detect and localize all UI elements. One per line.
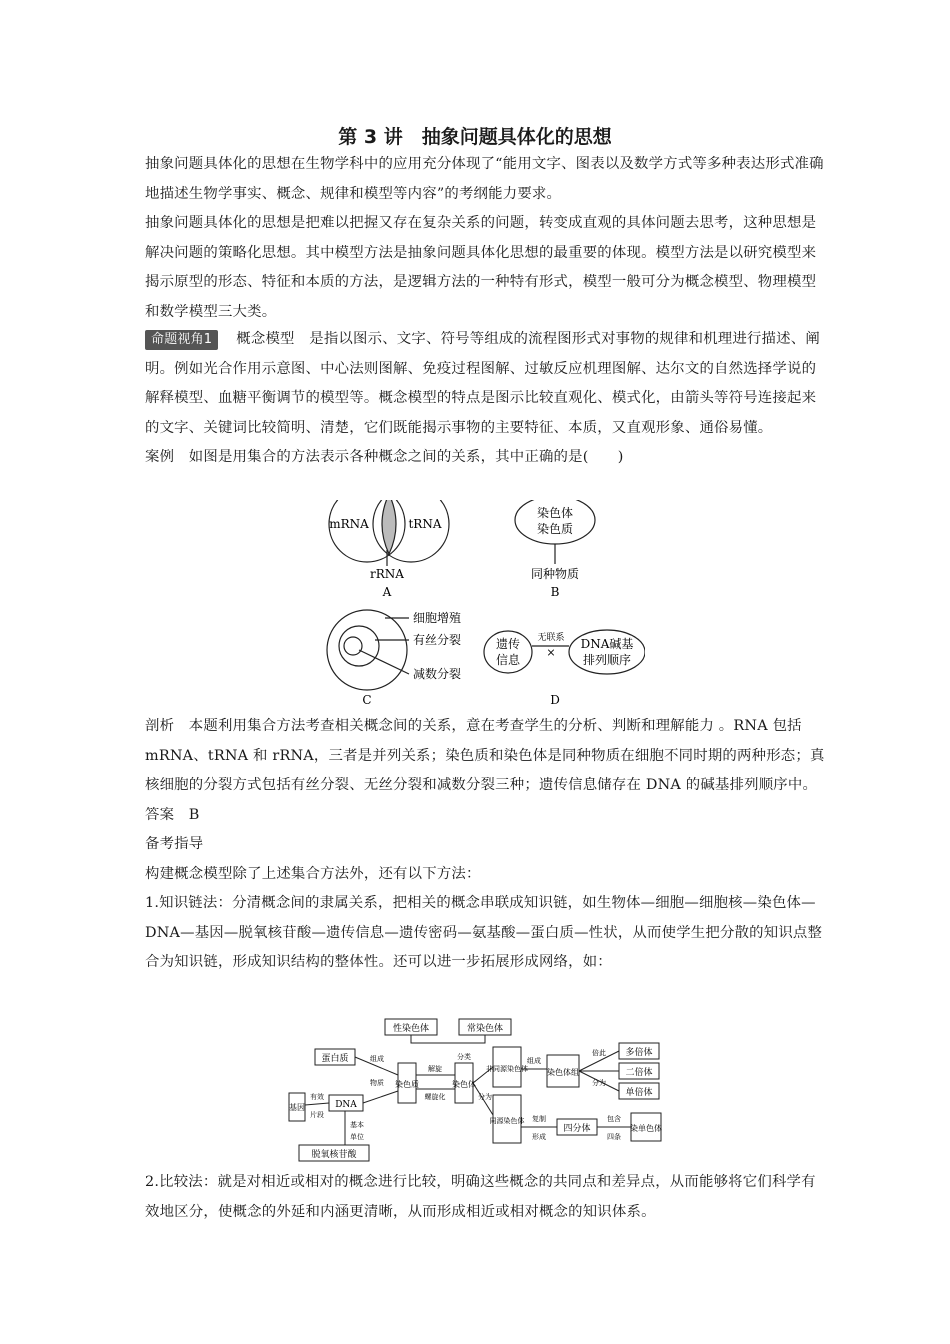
unwind-label: 解旋 [428, 1065, 442, 1073]
sex-auto-connector [411, 1035, 485, 1043]
analysis-block [145, 712, 825, 978]
intro-paragraph-2: 抽象问题具体化的思想是把难以把握又存在复杂关系的问题，转变成直观的具体问题去思考，这种思想是解决问题的策略化思想。其中模型方法是抽象问题具体化思想的最重要的体现。模型方法是以研究模型来揭示原型的形态、特征和本质的方法，是逻辑方法的一种特有形式，模型一般可分为概念模型、物理模型和数学模型三大类。 [145, 215, 817, 320]
contain-label: 包含 [607, 1115, 621, 1123]
four-strands-label: 四条 [607, 1133, 621, 1141]
compose-label-2: 组成 [527, 1057, 541, 1065]
homologous-label: 同源染色体 [489, 1117, 525, 1125]
compose-label: 组成 [370, 1055, 384, 1063]
label-b: B [550, 585, 560, 599]
chromatid-label: 染单色体 [630, 1124, 662, 1133]
gene-arrow [305, 1103, 329, 1105]
case-question: 案例 如图是用集合的方法表示各种概念之间的关系，其中正确的是( ) [145, 449, 624, 465]
nonhomologous-label: 非同源染色体 [486, 1065, 528, 1073]
diploid-label: 二倍体 [625, 1068, 653, 1078]
cross-mark: × [546, 646, 556, 659]
dna-arrow [363, 1091, 398, 1103]
chromatin-label: 染色质 [395, 1080, 419, 1089]
guide-intro: 构建概念模型除了上述集合方法外，还有以下方法： [145, 865, 481, 882]
analysis-text: 剖析 本题利用集合方法考查相关概念间的关系，意在考查学生的分析、判断和理解能力 。RNA 包括 mRNA、tRNA 和 rRNA，三者是并列关系；染色质和染色体是同种物质在细胞不同时期的两种形态；真核细胞的分裂方式包括有丝分裂、无丝分裂和减数分裂三种；遗传信息储存在 DNA 的碱基排列顺序中。 [145, 718, 825, 793]
chromosome-label: 染色体 [536, 506, 574, 520]
guide-title: 备考指导 [145, 836, 204, 852]
knowledge-network-figure [285, 1015, 680, 1165]
meiosis-label: 减数分裂 [413, 667, 462, 681]
intro-paragraph-1: 抽象问题具体化的思想在生物学科中的应用充分体现了“能用文字、图表以及数学方式等多种表达形式准确地描述生物学事实、概念、规律和模型等内容”的考纲能力要求。 [145, 156, 824, 202]
method-2-text: 2.比较法：就是对相近或相对的概念进行比较，明确这些概念的共同点和差异点，从而能够将它们科学有效地区分，使概念的外延和内涵更清晰，从而形成相近或相对概念的知识体系。 [145, 1174, 816, 1220]
classify-label: 分类 [457, 1053, 471, 1061]
section-paragraph [145, 325, 825, 443]
proliferation-label: 细胞增殖 [413, 611, 462, 625]
meiosis-circle [344, 637, 362, 655]
chromosome-label: 染色体 [452, 1080, 476, 1089]
genome-label: 染色体组 [547, 1068, 579, 1077]
replicate-label: 复制 [532, 1115, 546, 1123]
divide-label: 分为 [592, 1079, 606, 1087]
form-label: 形成 [532, 1133, 546, 1141]
basic-label: 基本 [350, 1121, 364, 1129]
label-a: A [382, 585, 392, 599]
page-title: 第 3 讲 抽象问题具体化的思想 [338, 126, 612, 148]
section-badge: 命题视角1 [145, 330, 218, 350]
divide-label-2: 分为 [478, 1093, 492, 1101]
rrna-overlap [382, 500, 396, 554]
substance-label: 物质 [370, 1079, 384, 1087]
thereby-label: 倍此 [592, 1049, 606, 1057]
method-1-text: 1.知识链法：分清概念间的隶属关系，把相关的概念串联成知识链，如生物体—细胞—细胞核—染色体—DNA—基因—脱氧核苷酸—遗传信息—遗传密码—氨基酸—蛋白质—性状，从而使学生把分散的知识点整合为知识链，形成知识结构的整体性。还可以进一步拓展形成网络，如： [145, 895, 823, 970]
label-c: C [362, 693, 372, 707]
c-arrow-3 [359, 650, 409, 674]
mitosis-circle [339, 626, 379, 666]
intro [145, 150, 825, 327]
rrna-label: rRNA [370, 567, 404, 581]
fragment-label: 片段 [310, 1111, 324, 1119]
dna-label: DNA [335, 1100, 357, 1110]
tetrad-label: 四分体 [563, 1124, 591, 1134]
haploid-label: 单倍体 [625, 1088, 653, 1098]
answer-text: 答案 B [145, 806, 200, 823]
spiral-label: 螺旋化 [424, 1093, 446, 1101]
sex-chromosome-label: 性染色体 [392, 1024, 430, 1034]
set-diagram-figure [315, 500, 645, 710]
genetic-label-2: 信息 [495, 653, 521, 667]
label-d: D [550, 693, 560, 707]
no-relation-label: 无联系 [537, 633, 565, 643]
section-text: 是指以图示、文字、符号等组成的流程图形式对事物的规律和机理进行描述、阐明。例如光合作用示意图、中心法则图解、免疫过程图解、过敏反应机理图解、达尔文的自然选择学说的解释模型、血糖平衡调节的模型等。概念模型的特点是图示比较直观化、模式化，由箭头等符号连接起来的文字、关键词比较简明、清楚，它们既能揭示事物的主要特征、本质，又直观形象、通俗易懂。 [145, 331, 820, 436]
autosome-label: 常染色体 [466, 1024, 504, 1034]
dna-base-label-2: 排列顺序 [582, 653, 632, 667]
genetic-label-1: 遗传 [495, 637, 521, 651]
mrna-label: mRNA [329, 517, 369, 531]
effective-label: 有效 [310, 1093, 324, 1101]
section-heading: 概念模型 [236, 331, 295, 347]
method-2-block [145, 1168, 825, 1227]
mitosis-label: 有丝分裂 [413, 633, 462, 647]
unit-label: 单位 [350, 1133, 364, 1141]
same-substance-label: 同种物质 [530, 567, 580, 581]
protein-label: 蛋白质 [321, 1054, 349, 1064]
polyploid-label: 多倍体 [625, 1048, 653, 1058]
dna-base-label-1: DNA碱基 [580, 637, 634, 651]
trna-label: tRNA [408, 517, 442, 531]
section-concept-model [145, 325, 825, 473]
chromatin-label: 染色质 [536, 522, 574, 536]
deoxynucleotide-label: 脱氧核苷酸 [311, 1150, 357, 1160]
gene-label: 基因 [289, 1103, 305, 1112]
